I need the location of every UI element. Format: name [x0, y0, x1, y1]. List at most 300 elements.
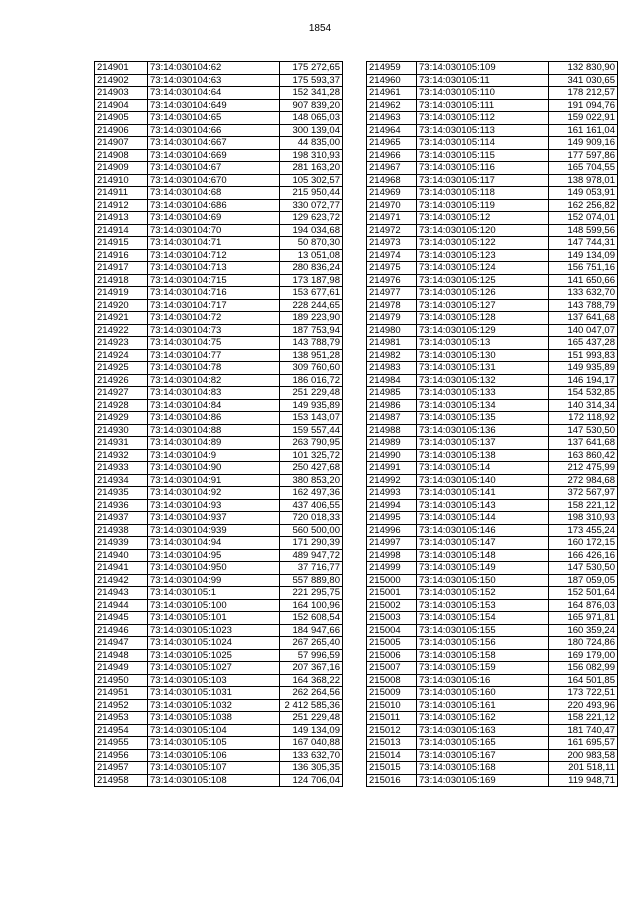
cadastral-number-cell: 73:14:030105:100: [148, 599, 280, 612]
cadastral-number-cell: 73:14:030104:90: [148, 462, 280, 475]
row-number-cell: 214903: [95, 87, 148, 100]
table-row: [95, 687, 343, 700]
table-row: [367, 462, 618, 475]
cadastral-value-cell: 2 412 585,36: [280, 699, 343, 712]
cadastral-value-cell: 186 016,72: [280, 374, 343, 387]
row-number-cell: 214950: [95, 674, 148, 687]
table-row: [95, 612, 343, 625]
row-number-cell: 214989: [367, 437, 417, 450]
cadastral-number-cell: 73:14:030105:136: [417, 424, 549, 437]
cadastral-value-cell: 137 641,68: [549, 312, 618, 325]
cadastral-value-cell: 44 835,00: [280, 137, 343, 150]
table-row: [95, 174, 343, 187]
table-row: [367, 674, 618, 687]
row-number-cell: 214901: [95, 62, 148, 75]
cadastral-value-cell: 175 593,37: [280, 74, 343, 87]
row-number-cell: 214923: [95, 337, 148, 350]
table-row: [367, 549, 618, 562]
cadastral-number-cell: 73:14:030105:14: [417, 462, 549, 475]
row-number-cell: 215002: [367, 599, 417, 612]
table-row: [367, 712, 618, 725]
cadastral-value-cell: 13 051,08: [280, 249, 343, 262]
table-row: [367, 512, 618, 525]
table-row: [367, 324, 618, 337]
cadastral-value-cell: 153 143,07: [280, 412, 343, 425]
cadastral-value-cell: 132 830,90: [549, 62, 618, 75]
cadastral-value-cell: 50 870,30: [280, 237, 343, 250]
cadastral-value-table-right: [366, 61, 618, 787]
row-number-cell: 214944: [95, 599, 148, 612]
cadastral-value-cell: 220 493,96: [549, 699, 618, 712]
cadastral-number-cell: 73:14:030104:713: [148, 262, 280, 275]
cadastral-value-cell: 198 310,93: [280, 149, 343, 162]
row-number-cell: 215010: [367, 699, 417, 712]
table-row: [367, 62, 618, 75]
row-number-cell: 215006: [367, 649, 417, 662]
page-number: 1854: [308, 23, 332, 34]
table-row: [95, 487, 343, 500]
cadastral-value-cell: 207 367,16: [280, 662, 343, 675]
cadastral-number-cell: 73:14:030105:16: [417, 674, 549, 687]
row-number-cell: 214982: [367, 349, 417, 362]
cadastral-value-cell: 180 724,86: [549, 637, 618, 650]
cadastral-number-cell: 73:14:030105:103: [148, 674, 280, 687]
cadastral-number-cell: 73:14:030105:118: [417, 187, 549, 200]
table-row: [367, 649, 618, 662]
table-row: [367, 774, 618, 787]
row-number-cell: 214905: [95, 112, 148, 125]
row-number-cell: 214968: [367, 174, 417, 187]
table-row: [95, 62, 343, 75]
cadastral-number-cell: 73:14:030105:141: [417, 487, 549, 500]
cadastral-number-cell: 73:14:030105:120: [417, 224, 549, 237]
row-number-cell: 214954: [95, 724, 148, 737]
cadastral-value-cell: 152 608,54: [280, 612, 343, 625]
cadastral-value-cell: 158 221,12: [549, 712, 618, 725]
cadastral-value-cell: 133 632,70: [549, 287, 618, 300]
row-number-cell: 215004: [367, 624, 417, 637]
cadastral-value-cell: 300 139,04: [280, 124, 343, 137]
cadastral-value-cell: 37 716,77: [280, 562, 343, 575]
cadastral-number-cell: 73:14:030104:939: [148, 524, 280, 537]
table-row: [367, 574, 618, 587]
table-row: [95, 299, 343, 312]
row-number-cell: 214983: [367, 362, 417, 375]
cadastral-number-cell: 73:14:030104:66: [148, 124, 280, 137]
cadastral-value-cell: 146 194,17: [549, 374, 618, 387]
cadastral-value-cell: 281 163,20: [280, 162, 343, 175]
row-number-cell: 215008: [367, 674, 417, 687]
table-row: [367, 387, 618, 400]
cadastral-number-cell: 73:14:030105:168: [417, 762, 549, 775]
row-number-cell: 214942: [95, 574, 148, 587]
cadastral-number-cell: 73:14:030105:1: [148, 587, 280, 600]
cadastral-number-cell: 73:14:030105:117: [417, 174, 549, 187]
cadastral-value-cell: 152 341,28: [280, 87, 343, 100]
cadastral-value-cell: 152 074,01: [549, 212, 618, 225]
table-row: [367, 662, 618, 675]
table-row: [95, 599, 343, 612]
table-row: [95, 762, 343, 775]
cadastral-number-cell: 73:14:030105:13: [417, 337, 549, 350]
cadastral-value-cell: 149 053,91: [549, 187, 618, 200]
table-row: [95, 224, 343, 237]
cadastral-number-cell: 73:14:030104:84: [148, 399, 280, 412]
cadastral-number-cell: 73:14:030105:154: [417, 612, 549, 625]
table-row: [95, 637, 343, 650]
row-number-cell: 214996: [367, 524, 417, 537]
cadastral-number-cell: 73:14:030105:131: [417, 362, 549, 375]
cadastral-value-cell: 162 256,82: [549, 199, 618, 212]
cadastral-number-cell: 73:14:030104:717: [148, 299, 280, 312]
cadastral-value-cell: 221 295,75: [280, 587, 343, 600]
table-row: [367, 624, 618, 637]
table-row: [367, 537, 618, 550]
cadastral-value-cell: 187 059,05: [549, 574, 618, 587]
table-row: [95, 587, 343, 600]
row-number-cell: 214907: [95, 137, 148, 150]
table-row: [367, 174, 618, 187]
table-row: [95, 324, 343, 337]
row-number-cell: 214960: [367, 74, 417, 87]
table-row: [367, 162, 618, 175]
cadastral-number-cell: 73:14:030105:108: [148, 774, 280, 787]
cadastral-value-cell: 560 500,00: [280, 524, 343, 537]
row-number-cell: 214924: [95, 349, 148, 362]
cadastral-value-cell: 138 978,01: [549, 174, 618, 187]
row-number-cell: 214933: [95, 462, 148, 475]
table-row: [367, 487, 618, 500]
cadastral-number-cell: 73:14:030105:119: [417, 199, 549, 212]
table-row: [95, 149, 343, 162]
row-number-cell: 214914: [95, 224, 148, 237]
cadastral-value-cell: 119 948,71: [549, 774, 618, 787]
cadastral-value-cell: 372 567,97: [549, 487, 618, 500]
cadastral-number-cell: 73:14:030104:649: [148, 99, 280, 112]
table-row: [95, 312, 343, 325]
cadastral-value-cell: 189 223,90: [280, 312, 343, 325]
table-row: [95, 387, 343, 400]
cadastral-value-cell: 163 860,42: [549, 449, 618, 462]
cadastral-value-cell: 177 597,86: [549, 149, 618, 162]
cadastral-value-cell: 143 788,79: [280, 337, 343, 350]
cadastral-value-cell: 215 950,44: [280, 187, 343, 200]
cadastral-value-cell: 124 706,04: [280, 774, 343, 787]
cadastral-number-cell: 73:14:030104:9: [148, 449, 280, 462]
table-row: [367, 762, 618, 775]
cadastral-value-cell: 181 740,47: [549, 724, 618, 737]
table-row: [367, 74, 618, 87]
table-row: [367, 599, 618, 612]
cadastral-number-cell: 73:14:030104:950: [148, 562, 280, 575]
cadastral-value-cell: 167 040,88: [280, 737, 343, 750]
row-number-cell: 214977: [367, 287, 417, 300]
row-number-cell: 214931: [95, 437, 148, 450]
row-number-cell: 214970: [367, 199, 417, 212]
table-row: [95, 349, 343, 362]
row-number-cell: 214969: [367, 187, 417, 200]
cadastral-number-cell: 73:14:030104:78: [148, 362, 280, 375]
cadastral-number-cell: 73:14:030104:669: [148, 149, 280, 162]
cadastral-number-cell: 73:14:030105:153: [417, 599, 549, 612]
row-number-cell: 214967: [367, 162, 417, 175]
cadastral-number-cell: 73:14:030104:937: [148, 512, 280, 525]
cadastral-value-cell: 143 788,79: [549, 299, 618, 312]
table-row: [367, 99, 618, 112]
cadastral-number-cell: 73:14:030105:124: [417, 262, 549, 275]
cadastral-value-cell: 173 455,24: [549, 524, 618, 537]
table-row: [367, 137, 618, 150]
row-number-cell: 214921: [95, 312, 148, 325]
row-number-cell: 214990: [367, 449, 417, 462]
table-row: [95, 74, 343, 87]
row-number-cell: 214979: [367, 312, 417, 325]
cadastral-number-cell: 73:14:030105:167: [417, 749, 549, 762]
cadastral-value-table-left: [94, 61, 343, 787]
table-row: [95, 774, 343, 787]
cadastral-value-cell: 165 704,55: [549, 162, 618, 175]
table-row: [367, 212, 618, 225]
table-row: [95, 337, 343, 350]
row-number-cell: 214945: [95, 612, 148, 625]
cadastral-value-cell: 437 406,55: [280, 499, 343, 512]
table-row: [95, 449, 343, 462]
cadastral-number-cell: 73:14:030105:111: [417, 99, 549, 112]
table-row: [95, 699, 343, 712]
cadastral-value-cell: 156 082,99: [549, 662, 618, 675]
cadastral-value-cell: 171 290,39: [280, 537, 343, 550]
row-number-cell: 214972: [367, 224, 417, 237]
cadastral-number-cell: 73:14:030104:91: [148, 474, 280, 487]
table-row: [95, 274, 343, 287]
table-row: [95, 424, 343, 437]
cadastral-value-cell: 164 501,85: [549, 674, 618, 687]
row-number-cell: 215005: [367, 637, 417, 650]
cadastral-value-cell: 200 983,58: [549, 749, 618, 762]
table-row: [95, 537, 343, 550]
cadastral-value-cell: 262 264,56: [280, 687, 343, 700]
cadastral-number-cell: 73:14:030105:126: [417, 287, 549, 300]
table-row: [367, 474, 618, 487]
table-row: [367, 612, 618, 625]
row-number-cell: 215015: [367, 762, 417, 775]
cadastral-number-cell: 73:14:030104:686: [148, 199, 280, 212]
cadastral-number-cell: 73:14:030105:169: [417, 774, 549, 787]
row-number-cell: 214994: [367, 499, 417, 512]
cadastral-value-cell: 136 305,35: [280, 762, 343, 775]
table-row: [367, 237, 618, 250]
row-number-cell: 214916: [95, 249, 148, 262]
cadastral-number-cell: 73:14:030105:162: [417, 712, 549, 725]
cadastral-value-cell: 272 984,68: [549, 474, 618, 487]
table-row: [95, 574, 343, 587]
cadastral-value-cell: 172 118,92: [549, 412, 618, 425]
cadastral-value-cell: 280 836,24: [280, 262, 343, 275]
row-number-cell: 214991: [367, 462, 417, 475]
cadastral-value-cell: 164 876,03: [549, 599, 618, 612]
cadastral-value-cell: 267 265,40: [280, 637, 343, 650]
cadastral-value-cell: 154 532,85: [549, 387, 618, 400]
cadastral-value-cell: 149 909,16: [549, 137, 618, 150]
table-row: [367, 499, 618, 512]
cadastral-number-cell: 73:14:030104:67: [148, 162, 280, 175]
cadastral-value-cell: 147 530,50: [549, 562, 618, 575]
table-row: [367, 724, 618, 737]
cadastral-value-cell: 173 187,98: [280, 274, 343, 287]
row-number-cell: 214973: [367, 237, 417, 250]
table-row: [95, 362, 343, 375]
cadastral-number-cell: 73:14:030105:101: [148, 612, 280, 625]
cadastral-number-cell: 73:14:030104:89: [148, 437, 280, 450]
table-row: [95, 374, 343, 387]
row-number-cell: 214953: [95, 712, 148, 725]
row-number-cell: 214909: [95, 162, 148, 175]
cadastral-number-cell: 73:14:030104:99: [148, 574, 280, 587]
row-number-cell: 214935: [95, 487, 148, 500]
table-row: [367, 149, 618, 162]
cadastral-value-cell: 149 935,89: [549, 362, 618, 375]
row-number-cell: 214943: [95, 587, 148, 600]
cadastral-value-cell: 162 497,36: [280, 487, 343, 500]
table-row: [367, 449, 618, 462]
cadastral-value-cell: 141 650,66: [549, 274, 618, 287]
row-number-cell: 214926: [95, 374, 148, 387]
cadastral-number-cell: 73:14:030104:82: [148, 374, 280, 387]
table-row: [367, 699, 618, 712]
row-number-cell: 214986: [367, 399, 417, 412]
row-number-cell: 215001: [367, 587, 417, 600]
cadastral-value-cell: 251 229,48: [280, 712, 343, 725]
cadastral-value-cell: 152 501,64: [549, 587, 618, 600]
cadastral-value-cell: 341 030,65: [549, 74, 618, 87]
cadastral-number-cell: 73:14:030105:152: [417, 587, 549, 600]
cadastral-value-cell: 153 677,61: [280, 287, 343, 300]
cadastral-value-cell: 161 695,57: [549, 737, 618, 750]
cadastral-value-cell: 159 022,91: [549, 112, 618, 125]
row-number-cell: 214919: [95, 287, 148, 300]
table-row: [367, 349, 618, 362]
table-row: [367, 749, 618, 762]
cadastral-value-cell: 148 065,03: [280, 112, 343, 125]
cadastral-number-cell: 73:14:030104:94: [148, 537, 280, 550]
row-number-cell: 214997: [367, 537, 417, 550]
cadastral-number-cell: 73:14:030105:137: [417, 437, 549, 450]
table-row: [95, 562, 343, 575]
cadastral-value-cell: 57 996,59: [280, 649, 343, 662]
row-number-cell: 214915: [95, 237, 148, 250]
cadastral-value-cell: 489 947,72: [280, 549, 343, 562]
row-number-cell: 214995: [367, 512, 417, 525]
table-row: [367, 587, 618, 600]
cadastral-value-cell: 557 889,80: [280, 574, 343, 587]
table-row: [95, 674, 343, 687]
row-number-cell: 214957: [95, 762, 148, 775]
table-row: [367, 424, 618, 437]
row-number-cell: 214910: [95, 174, 148, 187]
cadastral-value-cell: 212 475,99: [549, 462, 618, 475]
cadastral-number-cell: 73:14:030104:716: [148, 287, 280, 300]
row-number-cell: 214993: [367, 487, 417, 500]
cadastral-number-cell: 73:14:030105:129: [417, 324, 549, 337]
cadastral-number-cell: 73:14:030105:144: [417, 512, 549, 525]
row-number-cell: 214966: [367, 149, 417, 162]
cadastral-value-cell: 160 172,15: [549, 537, 618, 550]
table-row: [95, 399, 343, 412]
cadastral-value-cell: 173 722,51: [549, 687, 618, 700]
row-number-cell: 214949: [95, 662, 148, 675]
cadastral-number-cell: 73:14:030105:12: [417, 212, 549, 225]
cadastral-value-cell: 161 161,04: [549, 124, 618, 137]
row-number-cell: 214904: [95, 99, 148, 112]
row-number-cell: 214952: [95, 699, 148, 712]
cadastral-value-cell: 140 314,34: [549, 399, 618, 412]
cadastral-value-cell: 148 599,56: [549, 224, 618, 237]
row-number-cell: 214911: [95, 187, 148, 200]
cadastral-value-cell: 263 790,95: [280, 437, 343, 450]
cadastral-number-cell: 73:14:030105:160: [417, 687, 549, 700]
table-row: [95, 262, 343, 275]
cadastral-value-cell: 228 244,65: [280, 299, 343, 312]
cadastral-value-cell: 149 935,89: [280, 399, 343, 412]
row-number-cell: 215013: [367, 737, 417, 750]
cadastral-value-cell: 330 072,77: [280, 199, 343, 212]
table-row: [95, 524, 343, 537]
cadastral-value-cell: 137 641,68: [549, 437, 618, 450]
row-number-cell: 214965: [367, 137, 417, 150]
cadastral-value-cell: 165 437,28: [549, 337, 618, 350]
table-row: [95, 212, 343, 225]
table-row: [367, 412, 618, 425]
row-number-cell: 214946: [95, 624, 148, 637]
cadastral-value-cell: 156 751,16: [549, 262, 618, 275]
table-row: [367, 524, 618, 537]
table-row: [367, 362, 618, 375]
cadastral-number-cell: 73:14:030104:72: [148, 312, 280, 325]
cadastral-value-cell: 164 100,96: [280, 599, 343, 612]
row-number-cell: 214917: [95, 262, 148, 275]
row-number-cell: 214906: [95, 124, 148, 137]
table-row: [95, 249, 343, 262]
cadastral-number-cell: 73:14:030105:130: [417, 349, 549, 362]
cadastral-value-cell: 147 530,50: [549, 424, 618, 437]
table-row: [95, 724, 343, 737]
cadastral-number-cell: 73:14:030105:114: [417, 137, 549, 150]
cadastral-value-cell: 164 368,22: [280, 674, 343, 687]
cadastral-number-cell: 73:14:030104:83: [148, 387, 280, 400]
row-number-cell: 214938: [95, 524, 148, 537]
table-row: [367, 87, 618, 100]
cadastral-value-cell: 191 094,76: [549, 99, 618, 112]
cadastral-number-cell: 73:14:030104:62: [148, 62, 280, 75]
cadastral-value-cell: 165 971,81: [549, 612, 618, 625]
row-number-cell: 214992: [367, 474, 417, 487]
table-row: [95, 624, 343, 637]
table-row: [95, 199, 343, 212]
table-row: [367, 737, 618, 750]
cadastral-value-cell: 187 753,94: [280, 324, 343, 337]
table-row: [367, 249, 618, 262]
table-row: [367, 274, 618, 287]
table-row: [95, 237, 343, 250]
table-row: [95, 412, 343, 425]
table-row: [367, 374, 618, 387]
cadastral-number-cell: 73:14:030105:150: [417, 574, 549, 587]
cadastral-number-cell: 73:14:030104:75: [148, 337, 280, 350]
cadastral-number-cell: 73:14:030105:113: [417, 124, 549, 137]
cadastral-number-cell: 73:14:030104:667: [148, 137, 280, 150]
cadastral-number-cell: 73:14:030104:86: [148, 412, 280, 425]
cadastral-number-cell: 73:14:030105:116: [417, 162, 549, 175]
